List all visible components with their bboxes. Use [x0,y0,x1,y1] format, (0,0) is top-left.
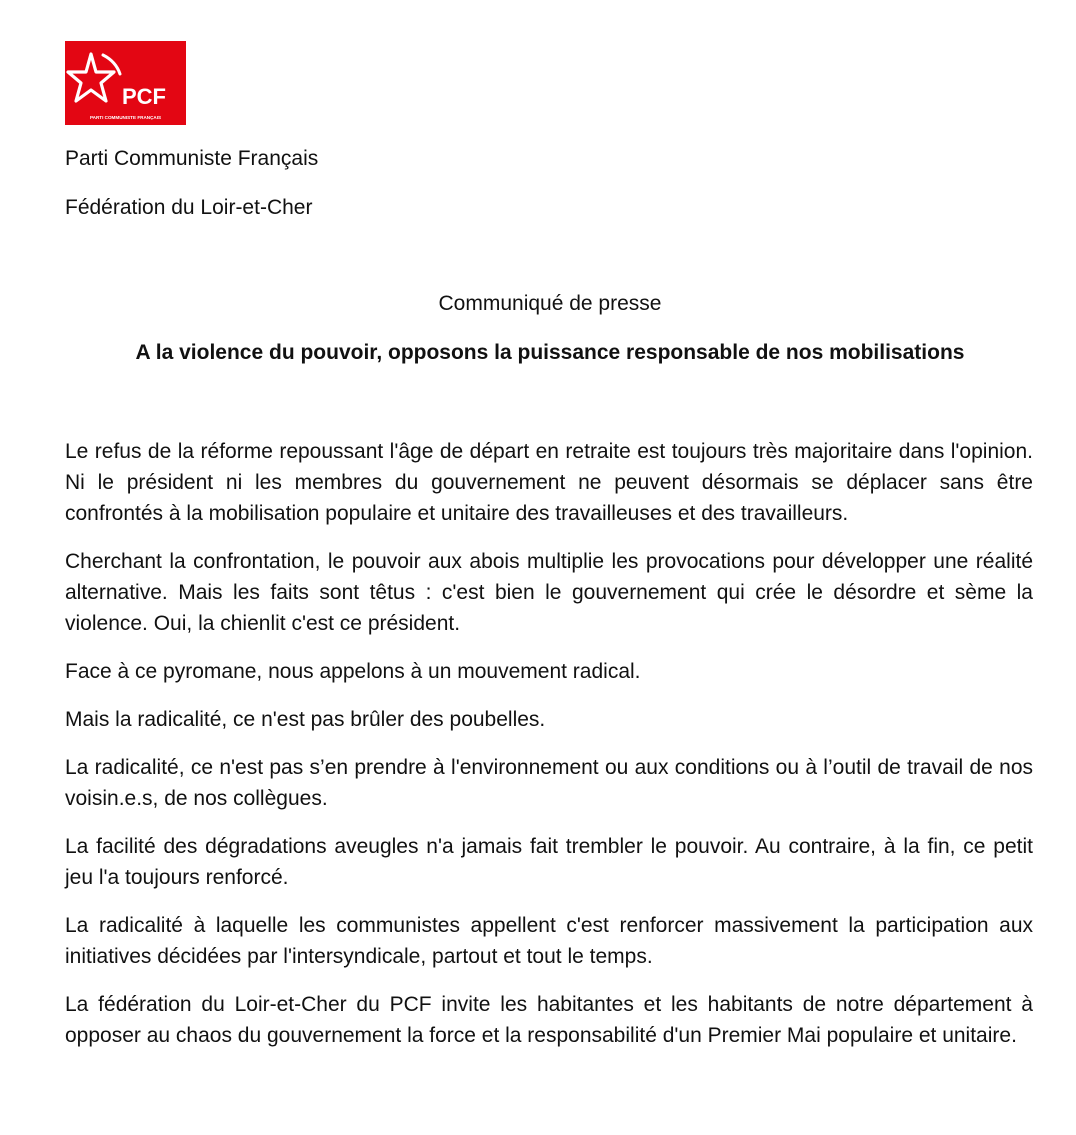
paragraph: La fédération du Loir-et-Cher du PCF invite les habitantes et les habitants de notre département à opposer au chaos du gouvernement la force et la responsabilité d'un Premier Mai populaire et unitaire. [65,993,1033,1047]
star-icon [65,41,186,125]
paragraph: La facilité des dégradations aveugles n'a jamais fait trembler le pouvoir. Au contraire, à la fin, ce petit jeu l'a toujours renforcé. [65,835,1033,889]
sender-federation: Fédération du Loir-et-Cher [65,196,313,219]
press-release-body [65,436,1033,1068]
paragraph: Mais la radicalité, ce n'est pas brûler des poubelles. [65,708,546,731]
pcf-logo [65,41,186,125]
sender-organization: Parti Communiste Français [65,147,319,170]
logo-text: PCF [122,84,166,109]
paragraph: Face à ce pyromane, nous appelons à un mouvement radical. [65,660,641,683]
paragraph: La radicalité, ce n'est pas s’en prendre à l'environnement ou aux conditions ou à l’outil de travail de nos voisin.e.s, de nos collègues. [65,756,1033,810]
document-type: Communiqué de presse [438,292,662,315]
paragraph: Le refus de la réforme repoussant l'âge de départ en retraite est toujours très majoritaire dans l'opinion. Ni le président ni les membres du gouvernement ne peuvent désormais se déplacer sans être confrontés à la mobilisation populaire et unitaire des travailleuses et des travailleurs. [65,440,1033,525]
paragraph: Cherchant la confrontation, le pouvoir aux abois multiplie les provocations pour développer une réalité alternative. Mais les faits sont têtus : c'est bien le gouvernement qui crée le désordre et sème la violence. Oui, la chienlit c'est ce président. [65,550,1033,635]
headline: A la violence du pouvoir, opposons la puissance responsable de nos mobilisations [135,341,965,364]
paragraph: La radicalité à laquelle les communistes appellent c'est renforcer massivement la participation aux initiatives décidées par l'intersyndicale, partout et tout le temps. [65,914,1033,968]
logo-subtitle: PARTI COMMUNISTE FRANÇAIS [89,115,162,120]
